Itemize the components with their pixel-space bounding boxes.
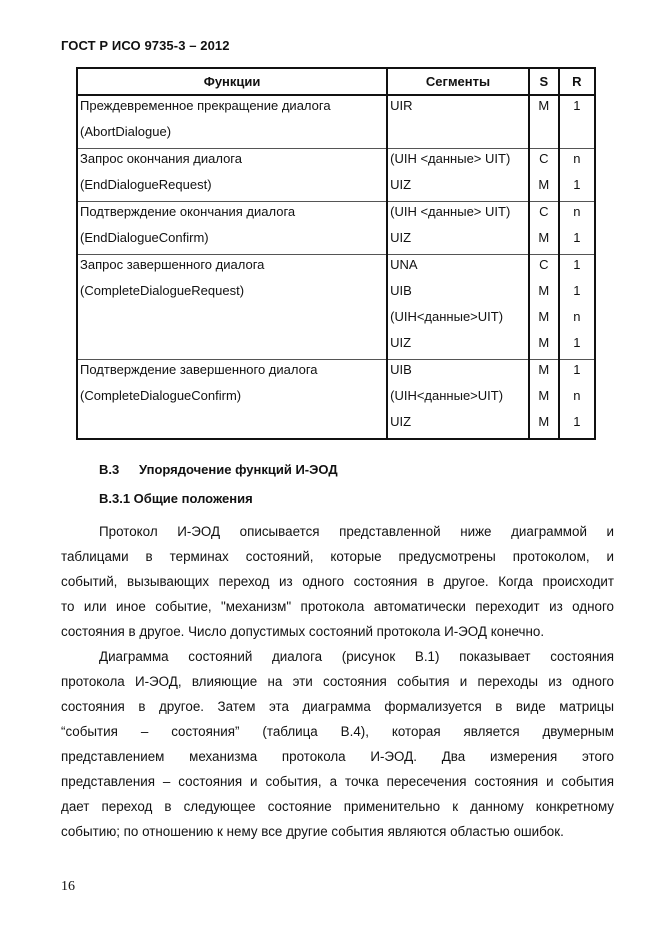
paragraph-line: то или иное событие, "механизм" протокола автоматически переходит из одного: [61, 599, 614, 614]
functions-table: [76, 67, 596, 440]
cell-r-line: 1: [573, 230, 581, 245]
paragraph-line: представлением механизма протокола И-ЭОД. Два измерения этого: [61, 749, 614, 764]
cell-s-line: M: [538, 388, 550, 403]
document-header: ГОСТ Р ИСО 9735-3 – 2012: [61, 38, 230, 53]
cell-r-line: 1: [573, 414, 581, 429]
table-row: [77, 95, 595, 149]
cell-segments: [387, 255, 529, 360]
cell-segments-line: (UIH <данные> UIT): [390, 204, 511, 219]
cell-segments-line: UIR: [390, 98, 413, 113]
cell-r-line: 1: [573, 177, 581, 192]
cell-r-line: 1: [573, 257, 581, 272]
cell-r: [559, 149, 595, 202]
cell-segments-line: UIB: [390, 362, 412, 377]
table-header-row: [77, 68, 595, 95]
paragraph-line: дает переход в следующее состояние применительно к данному конкретному: [61, 799, 614, 814]
cell-r-line: n: [573, 309, 581, 324]
cell-segments-line: UIZ: [390, 414, 412, 429]
table-row: [77, 360, 595, 440]
cell-function: [77, 202, 387, 255]
paragraph-1: [61, 519, 614, 644]
cell-segments-line: UIZ: [390, 335, 412, 350]
section-b31-heading: B.3.1 Общие положения: [99, 491, 253, 506]
cell-segments-line: (UIH<данные>UIT): [390, 388, 504, 403]
paragraph-2: [61, 644, 614, 844]
cell-segments: [387, 202, 529, 255]
cell-s: [529, 360, 559, 440]
cell-segments: [387, 149, 529, 202]
cell-s-line: M: [538, 362, 550, 377]
paragraph-line: состояния в другое. Затем эта диаграмма формализуется в виде матрицы: [61, 699, 614, 714]
cell-segments-line: (UIH <данные> UIT): [390, 151, 511, 166]
cell-s: [529, 255, 559, 360]
cell-function-line: Подтверждение окончания диалога: [80, 204, 296, 219]
cell-s: [529, 95, 559, 149]
header-functions: Функции: [77, 68, 387, 95]
table-row: [77, 255, 595, 360]
cell-s: [529, 149, 559, 202]
paragraph-line: протокола И-ЭОД, влияющие на эти состояния события и переходы из одного: [61, 674, 614, 689]
cell-function: [77, 149, 387, 202]
cell-function-line: (EndDialogueRequest): [80, 177, 212, 192]
cell-segments-line: UIZ: [390, 177, 412, 192]
cell-s-line: C: [539, 257, 549, 272]
cell-function-line: (EndDialogueConfirm): [80, 230, 209, 245]
cell-r-line: 1: [573, 98, 581, 113]
cell-r: [559, 202, 595, 255]
cell-r-line: n: [573, 388, 581, 403]
cell-s-line: M: [538, 177, 550, 192]
cell-segments-line: UIZ: [390, 230, 412, 245]
cell-s-line: M: [538, 335, 550, 350]
cell-s-line: M: [538, 309, 550, 324]
section-b3-heading: [99, 462, 338, 477]
cell-r-line: 1: [573, 283, 581, 298]
cell-function-line: (AbortDialogue): [80, 124, 172, 139]
cell-r: [559, 95, 595, 149]
cell-segments-line: UIB: [390, 283, 412, 298]
paragraph-line: событию; по отношению к нему все другие события являются областью ошибок.: [61, 824, 564, 839]
cell-s-line: M: [538, 414, 550, 429]
cell-function-line: Запрос окончания диалога: [80, 151, 242, 166]
header-s: S: [529, 68, 559, 95]
cell-function-line: (CompleteDialogueConfirm): [80, 388, 242, 403]
cell-segments: [387, 360, 529, 440]
page-number: 16: [61, 879, 75, 894]
cell-function: [77, 360, 387, 440]
cell-s-line: C: [539, 204, 549, 219]
table-row: [77, 149, 595, 202]
cell-s-line: M: [538, 283, 550, 298]
cell-r-line: 1: [573, 335, 581, 350]
cell-r-line: n: [573, 204, 581, 219]
cell-r: [559, 255, 595, 360]
paragraph-line: таблицами в терминах состояний, которые предусмотрены протоколом, и: [61, 549, 614, 564]
cell-r-line: n: [573, 151, 581, 166]
cell-function: [77, 95, 387, 149]
paragraph-line: “события – состояния” (таблица B.4), которая является двумерным: [61, 724, 614, 739]
header-segments: Сегменты: [387, 68, 529, 95]
paragraph-line: Диаграмма состояний диалога (рисунок B.1) показывает состояния: [99, 649, 614, 664]
cell-s-line: M: [538, 98, 550, 113]
section-b3-title: Упорядочение функций И-ЭОД: [139, 462, 338, 477]
cell-function-line: Подтверждение завершенного диалога: [80, 362, 318, 377]
table-row: [77, 202, 595, 255]
paragraph-line: Протокол И-ЭОД описывается представленной ниже диаграммой и: [99, 524, 614, 539]
cell-function-line: Запрос завершенного диалога: [80, 257, 265, 272]
cell-s-line: C: [539, 151, 549, 166]
section-b3-number: B.3: [99, 462, 120, 477]
paragraph-line: представления – состояния и события, а точка пересечения состояния и события: [61, 774, 614, 789]
paragraph-line: событий, вызывающих переход из одного состояния в другое. Когда происходит: [61, 574, 614, 589]
cell-r-line: 1: [573, 362, 581, 377]
cell-segments-line: UNA: [390, 257, 418, 272]
cell-segments: [387, 95, 529, 149]
cell-s: [529, 202, 559, 255]
cell-segments-line: (UIH<данные>UIT): [390, 309, 504, 324]
cell-function: [77, 255, 387, 360]
cell-function-line: Преждевременное прекращение диалога: [80, 98, 331, 113]
cell-function-line: (CompleteDialogueRequest): [80, 283, 245, 298]
paragraph-line: состояния в другое. Число допустимых состояний протокола И-ЭОД конечно.: [61, 624, 545, 639]
cell-s-line: M: [538, 230, 550, 245]
header-r: R: [559, 68, 595, 95]
cell-r: [559, 360, 595, 440]
